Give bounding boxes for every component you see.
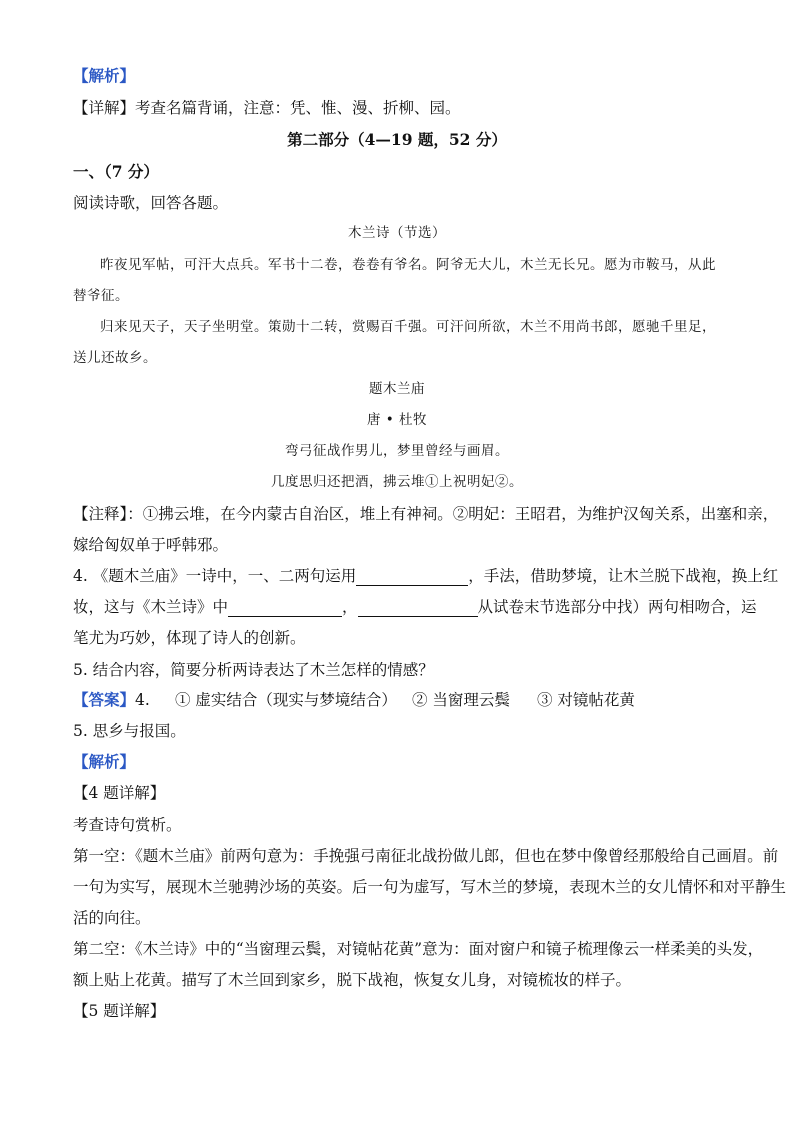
analysis-paragraph-line: 额上贴上花黄。描写了木兰回到家乡，脱下战袍，恢复女儿身，对镜梳妆的样子。 xyxy=(73,971,632,989)
poem2-title: 题木兰庙 xyxy=(369,381,425,397)
poem2-author: 唐 • 杜牧 xyxy=(366,412,428,428)
answer-5: 5. 思乡与报国。 xyxy=(73,722,186,740)
instruction: 阅读诗歌，回答各题。 xyxy=(73,194,229,212)
answer-line xyxy=(73,690,150,710)
analysis-label: 【解析】 xyxy=(73,752,136,771)
question-4-line3: 笔尤为巧妙，体现了诗人的创新。 xyxy=(73,629,306,647)
poem1-title: 木兰诗（节选） xyxy=(348,225,446,241)
q4-text: ，手法，借助梦境，让木兰脱下战袍，换上红 xyxy=(468,567,779,585)
poem1-line: 送儿还故乡。 xyxy=(73,350,157,366)
detail-text: 【详解】考查名篇背诵，注意：凭、惟、漫、折柳、园。 xyxy=(73,99,461,117)
part-heading: 一、（7 分） xyxy=(73,162,159,181)
answer-item: ① 虚实结合（现实与梦境结合） xyxy=(175,691,397,709)
question-4-line1 xyxy=(73,566,778,586)
answer-blank xyxy=(228,600,342,617)
question-5: 5. 结合内容，简要分析两诗表达了木兰怎样的情感？ xyxy=(73,661,434,679)
answer-label: 【答案】 xyxy=(73,690,136,709)
section-title: 第二部分（4—19 题，52 分） xyxy=(287,130,507,149)
analysis-paragraph-line: 第二空：《木兰诗》中的“当窗理云鬓，对镜帖花黄”意为：面对窗户和镜子梳理像云一样柔美的头发， xyxy=(73,940,764,958)
answer-item: ② 当窗理云鬓 xyxy=(412,691,510,709)
answer-number: 4. xyxy=(135,691,150,709)
answer-blank xyxy=(358,600,478,617)
notes-line: 【注释】：①拂云堆，在今内蒙古自治区，堆上有神祠。②明妃：王昭君，为维护汉匈关系，出塞和亲， xyxy=(73,505,779,523)
q4-detail-heading: 【4 题详解】 xyxy=(73,784,166,802)
notes-line: 嫁给匈奴单于呼韩邪。 xyxy=(73,536,229,554)
poem2-line: 弯弓征战作男儿，梦里曾经与画眉。 xyxy=(285,443,509,459)
q4-text: 从试卷末节选部分中找）两句相吻合，运 xyxy=(477,598,757,616)
analysis-label: 【解析】 xyxy=(73,66,136,85)
analysis-paragraph-line: 一句为实写，展现木兰驰骋沙场的英姿。后一句为虚写，写木兰的梦境，表现木兰的女儿情怀和对平静生 xyxy=(73,878,787,896)
q4-text: 4. 《题木兰庙》一诗中，一、二两句运用 xyxy=(73,567,357,585)
poem1-line: 替爷征。 xyxy=(73,288,129,304)
q4-text: ， xyxy=(342,598,358,616)
analysis-paragraph-line: 活的向往。 xyxy=(73,909,151,927)
q5-detail-heading: 【5 题详解】 xyxy=(73,1002,166,1020)
answer-item: ③ 对镜帖花黄 xyxy=(537,691,635,709)
question-4-line2 xyxy=(73,597,757,617)
poem1-line: 昨夜见军帖，可汗大点兵。军书十二卷，卷卷有爷名。阿爷无大儿，木兰无长兄。愿为市鞍马，从此 xyxy=(100,257,716,273)
poem1-line: 归来见天子，天子坐明堂。策勋十二转，赏赐百千强。可汗问所欲，木兰不用尚书郎，愿驰千里足， xyxy=(100,319,716,335)
q4-intro: 考查诗句赏析。 xyxy=(73,816,182,834)
poem2-line: 几度思归还把酒，拂云堆①上祝明妃②。 xyxy=(271,474,523,490)
answer-blank xyxy=(356,569,468,586)
analysis-paragraph-line: 第一空：《题木兰庙》前两句意为：手挽强弓南征北战扮做儿郎，但也在梦中像曾经那般给自己画眉。前 xyxy=(73,847,779,865)
q4-text: 妆，这与《木兰诗》中 xyxy=(73,598,229,616)
